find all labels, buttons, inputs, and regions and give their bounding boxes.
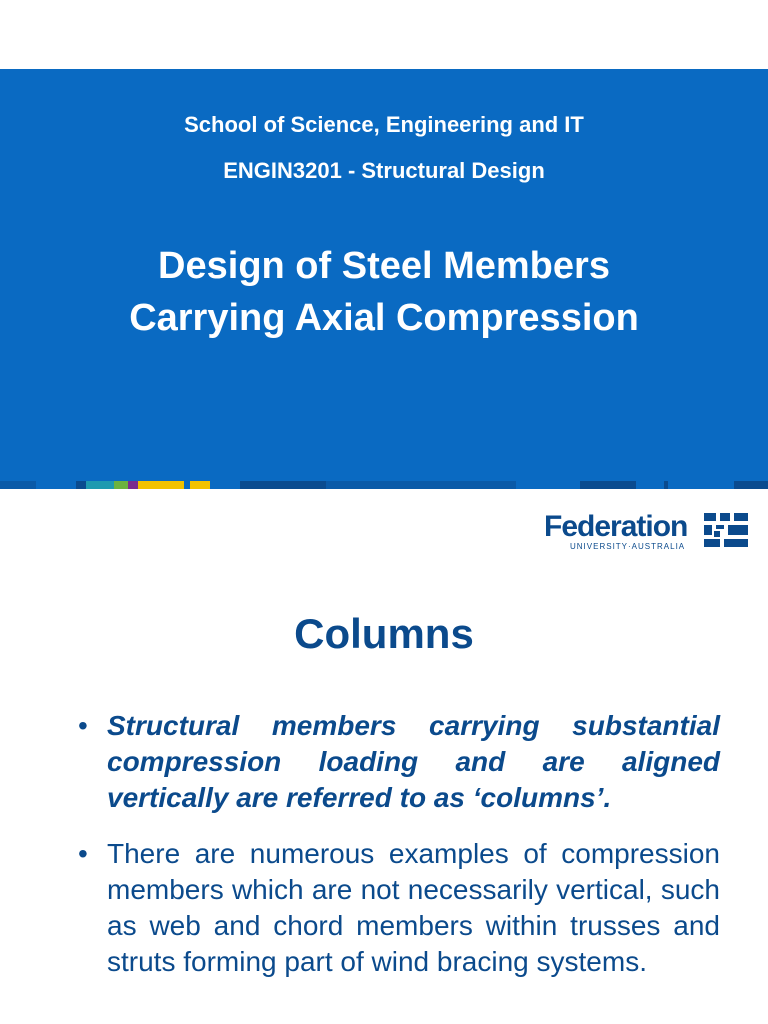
logo-subtitle: UNIVERSITY·AUSTRALIA xyxy=(570,542,686,551)
title-slide xyxy=(0,69,768,489)
federation-cross-logo-icon xyxy=(704,513,748,547)
bullet-text: There are numerous examples of compression members which are not necessarily vertical, such as web and chord members within trusses and struts forming part of wind bracing systems. xyxy=(107,838,720,977)
lecture-title xyxy=(0,240,768,344)
bullet-icon: • xyxy=(78,838,88,869)
course-name: ENGIN3201 - Structural Design xyxy=(223,158,545,183)
bullet-item xyxy=(0,708,768,816)
federation-university-logo xyxy=(544,511,749,551)
bullet-list xyxy=(0,708,768,980)
title-panel xyxy=(0,69,768,481)
decorative-color-strip xyxy=(0,481,768,489)
bullet-icon: • xyxy=(78,710,88,741)
logo-wordmark: Federation xyxy=(544,510,688,543)
school-name: School of Science, Engineering and IT xyxy=(184,112,584,137)
bullet-item xyxy=(0,836,768,980)
slide-heading: Columns xyxy=(294,610,474,657)
content-slide xyxy=(0,489,768,1024)
lecture-title-line-2: Carrying Axial Compression xyxy=(129,297,639,339)
bullet-text: Structural members carrying substantial compression loading and are aligned vertically are referred to as ‘columns’. xyxy=(107,710,720,813)
lecture-title-line-1: Design of Steel Members xyxy=(158,245,610,287)
